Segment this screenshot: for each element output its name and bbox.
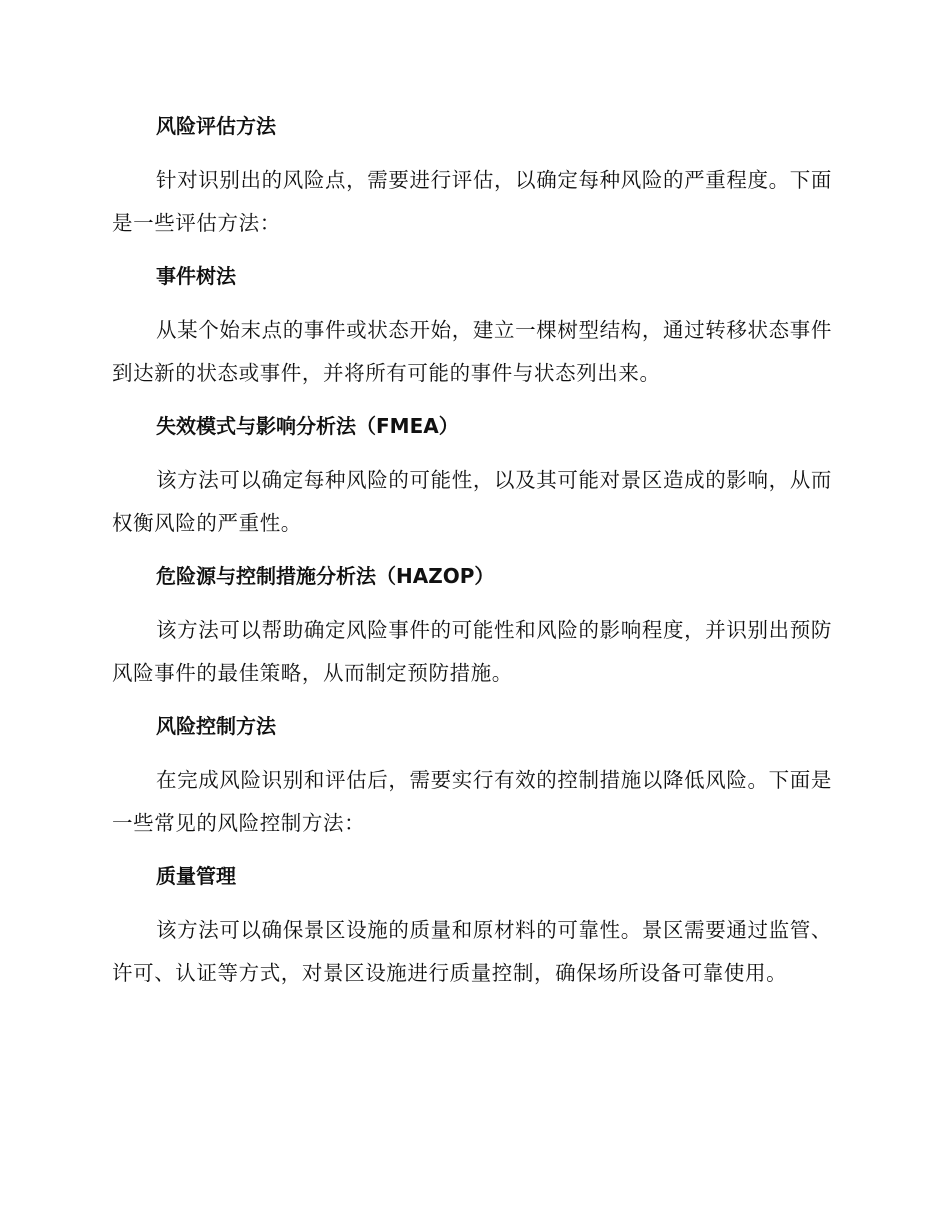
paragraph-quality-management: 该方法可以确保景区设施的质量和原材料的可靠性。景区需要通过监管、许可、认证等方式，对景区设施进行质量控制，确保场所设备可靠使用。 — [112, 918, 832, 985]
paragraph-event-tree: 从某个始末点的事件或状态开始，建立一棵树型结构，通过转移状态事件到达新的状态或事件，并将所有可能的事件与状态列出来。 — [112, 318, 832, 385]
paragraph-fmea: 该方法可以确定每种风险的可能性，以及其可能对景区造成的影响，从而权衡风险的严重性。 — [112, 468, 832, 535]
heading-risk-control-methods: 风险控制方法 — [156, 714, 276, 738]
heading-hazop: 危险源与控制措施分析法（HAZOP） — [156, 564, 495, 588]
heading-quality-management: 质量管理 — [156, 864, 236, 888]
heading-event-tree: 事件树法 — [156, 264, 236, 288]
paragraph-hazop: 该方法可以帮助确定风险事件的可能性和风险的影响程度，并识别出预防风险事件的最佳策略，从而制定预防措施。 — [112, 618, 832, 685]
paragraph-risk-assessment-intro: 针对识别出的风险点，需要进行评估，以确定每种风险的严重程度。下面是一些评估方法： — [112, 168, 832, 235]
heading-risk-assessment-methods: 风险评估方法 — [156, 114, 276, 138]
heading-fmea: 失效模式与影响分析法（FMEA） — [156, 414, 459, 438]
paragraph-risk-control-intro: 在完成风险识别和评估后，需要实行有效的控制措施以降低风险。下面是一些常见的风险控制方法： — [112, 768, 832, 835]
document-page — [112, 104, 832, 995]
